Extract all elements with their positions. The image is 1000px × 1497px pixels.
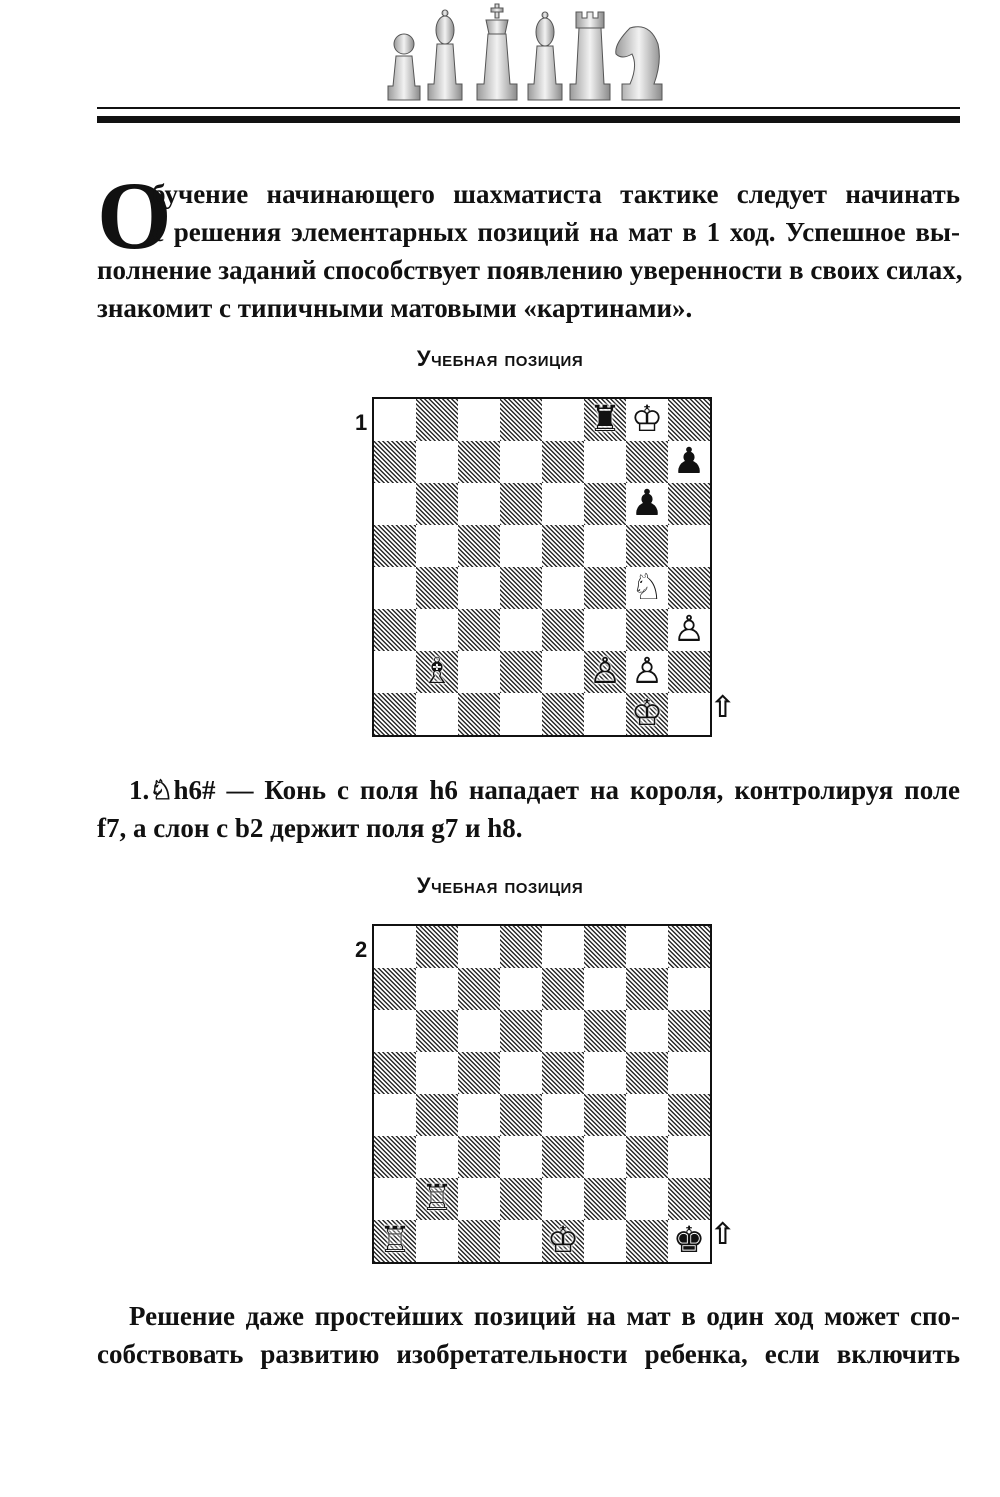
board-square — [374, 525, 416, 567]
board-square — [668, 483, 710, 525]
board-square — [668, 399, 710, 441]
board-square — [416, 968, 458, 1010]
board-square — [626, 1136, 668, 1178]
board-square — [626, 1178, 668, 1220]
intro-line: бучение начинающего шахматиста тактике следует начинать — [152, 179, 960, 209]
board-square — [458, 1178, 500, 1220]
board-square — [374, 567, 416, 609]
board-square — [584, 1178, 626, 1220]
intro-line: знакомит с типичными матовыми «картинами». — [97, 293, 693, 323]
board-square — [584, 567, 626, 609]
board-square — [374, 1094, 416, 1136]
board-square — [374, 609, 416, 651]
board-square — [542, 609, 584, 651]
board-square — [626, 525, 668, 567]
board-square — [668, 567, 710, 609]
board-square — [626, 1052, 668, 1094]
chess-piece-icon: ♔ — [630, 693, 664, 734]
board-square — [626, 926, 668, 968]
board-square — [584, 968, 626, 1010]
board-square — [374, 651, 416, 693]
board-square — [626, 1220, 668, 1262]
chess-piece-icon: ♙ — [672, 609, 706, 650]
board-square — [416, 651, 458, 693]
board-square — [374, 926, 416, 968]
board-square — [458, 609, 500, 651]
board-square — [500, 567, 542, 609]
diagram-1-number: 1 — [355, 410, 368, 435]
board-square — [668, 1178, 710, 1220]
chess-board-2 — [372, 924, 712, 1264]
rook-icon — [570, 12, 610, 100]
board-square — [584, 1010, 626, 1052]
chess-piece-icon: ♖ — [378, 1220, 412, 1261]
chess-piece-icon: ♟ — [672, 441, 706, 482]
pawn-icon — [388, 34, 420, 100]
intro-paragraph — [97, 175, 963, 327]
board-square — [542, 1094, 584, 1136]
board-square — [626, 1094, 668, 1136]
board-square — [584, 651, 626, 693]
board-square — [542, 483, 584, 525]
board-square — [500, 651, 542, 693]
board-square — [416, 609, 458, 651]
solution-paragraph — [97, 771, 960, 847]
board-square — [584, 926, 626, 968]
board-square — [458, 1052, 500, 1094]
board-square — [500, 609, 542, 651]
board-square — [374, 441, 416, 483]
white-to-move-arrow-icon: ⇧ — [710, 690, 736, 725]
board-square — [626, 441, 668, 483]
intro-line: полнение заданий способствует появлению уверенности в своих силах, — [97, 255, 963, 285]
bishop-icon — [428, 10, 462, 100]
board-square — [458, 483, 500, 525]
chess-piece-icon: ♟ — [630, 483, 664, 524]
board-square — [668, 968, 710, 1010]
board-square — [584, 609, 626, 651]
board-square — [584, 1136, 626, 1178]
chess-board-1 — [372, 397, 712, 737]
board-square — [458, 1094, 500, 1136]
board-square — [542, 693, 584, 735]
board-square — [374, 1052, 416, 1094]
board-square — [542, 399, 584, 441]
board-square — [458, 968, 500, 1010]
board-square — [584, 483, 626, 525]
board-square — [542, 567, 584, 609]
diagram-1-title: Учебная позиция — [416, 346, 584, 371]
chess-piece-icon: ♙ — [630, 651, 664, 692]
board-square — [416, 1136, 458, 1178]
chess-piece-icon: ♙ — [588, 651, 622, 692]
board-square — [584, 399, 626, 441]
board-square — [542, 441, 584, 483]
drop-cap: О — [97, 162, 172, 269]
board-square — [500, 693, 542, 735]
board-square — [542, 1052, 584, 1094]
board-square — [584, 1094, 626, 1136]
board-square — [668, 693, 710, 735]
board-square — [500, 926, 542, 968]
board-square — [668, 1052, 710, 1094]
board-square — [416, 693, 458, 735]
board-square — [500, 399, 542, 441]
board-square — [626, 968, 668, 1010]
chess-piece-icon: ♚ — [672, 1220, 706, 1261]
board-square — [500, 1052, 542, 1094]
board-square — [458, 1136, 500, 1178]
board-square — [458, 441, 500, 483]
board-square — [374, 1178, 416, 1220]
board-square — [584, 693, 626, 735]
board-square — [668, 1010, 710, 1052]
board-square — [626, 399, 668, 441]
board-square — [500, 1136, 542, 1178]
board-square — [374, 1220, 416, 1262]
board-square — [416, 483, 458, 525]
board-square — [542, 525, 584, 567]
board-square — [416, 399, 458, 441]
chess-piece-icon: ♔ — [630, 399, 664, 440]
intro-line: с решения элементарных позиций на мат в 1 ход. Успешное вы- — [152, 217, 960, 247]
closing-paragraph — [97, 1297, 960, 1373]
header-rule-thin — [97, 107, 960, 109]
board-square — [458, 1220, 500, 1262]
board-square — [500, 483, 542, 525]
board-square — [416, 525, 458, 567]
board-square — [458, 567, 500, 609]
king-icon — [477, 4, 517, 100]
board-square — [416, 1094, 458, 1136]
board-square — [416, 1052, 458, 1094]
board-square — [500, 441, 542, 483]
board-square — [626, 651, 668, 693]
board-square — [500, 525, 542, 567]
board-square — [458, 1010, 500, 1052]
board-square — [500, 1220, 542, 1262]
board-square — [542, 1220, 584, 1262]
chess-piece-icon: ♔ — [546, 1220, 580, 1261]
board-square — [374, 693, 416, 735]
board-square — [374, 399, 416, 441]
board-square — [542, 1136, 584, 1178]
board-square — [668, 525, 710, 567]
board-square — [416, 567, 458, 609]
board-square — [584, 1052, 626, 1094]
board-square — [584, 1220, 626, 1262]
board-square — [458, 525, 500, 567]
board-square — [500, 968, 542, 1010]
board-square — [458, 926, 500, 968]
board-square — [542, 1010, 584, 1052]
board-square — [500, 1178, 542, 1220]
board-square — [542, 651, 584, 693]
board-square — [668, 609, 710, 651]
board-square — [374, 1136, 416, 1178]
board-square — [584, 525, 626, 567]
board-square — [458, 399, 500, 441]
bishop-icon — [528, 12, 562, 100]
diagram-2-number: 2 — [355, 937, 368, 962]
closing-line: Решение даже простейших позиций на мат в один ход может спо- — [129, 1301, 960, 1331]
chess-piece-icon: ♖ — [420, 1178, 454, 1219]
header-rule-thick — [97, 116, 960, 123]
board-square — [500, 1094, 542, 1136]
solution-line: f7, а слон с b2 держит поля g7 и h8. — [97, 813, 523, 843]
chess-piece-icon: ♘ — [630, 567, 664, 608]
board-square — [374, 968, 416, 1010]
board-square — [668, 651, 710, 693]
board-square — [500, 1010, 542, 1052]
board-square — [626, 609, 668, 651]
board-square — [626, 693, 668, 735]
board-square — [416, 926, 458, 968]
chess-piece-icon: ♗ — [420, 651, 454, 692]
board-square — [668, 926, 710, 968]
white-to-move-arrow-icon: ⇧ — [710, 1217, 736, 1252]
board-square — [626, 567, 668, 609]
board-square — [668, 1094, 710, 1136]
board-square — [542, 926, 584, 968]
board-square — [542, 1178, 584, 1220]
board-square — [416, 1178, 458, 1220]
header-chess-pieces-illustration — [380, 0, 680, 112]
board-square — [542, 968, 584, 1010]
chess-piece-icon: ♜ — [588, 399, 622, 440]
solution-line: 1.♘h6# — Конь с поля h6 нападает на короля, контролируя поле — [129, 775, 960, 805]
board-square — [626, 483, 668, 525]
knight-icon — [616, 27, 662, 100]
closing-line: собствовать развитию изобретательности ребенка, если включить — [97, 1339, 960, 1369]
board-square — [668, 1136, 710, 1178]
board-square — [374, 1010, 416, 1052]
diagram-2-title: Учебная позиция — [416, 873, 584, 898]
board-square — [416, 441, 458, 483]
board-square — [668, 1220, 710, 1262]
board-square — [668, 441, 710, 483]
board-square — [458, 693, 500, 735]
board-square — [458, 651, 500, 693]
board-square — [626, 1010, 668, 1052]
board-square — [416, 1010, 458, 1052]
board-square — [584, 441, 626, 483]
board-square — [416, 1220, 458, 1262]
board-square — [374, 483, 416, 525]
